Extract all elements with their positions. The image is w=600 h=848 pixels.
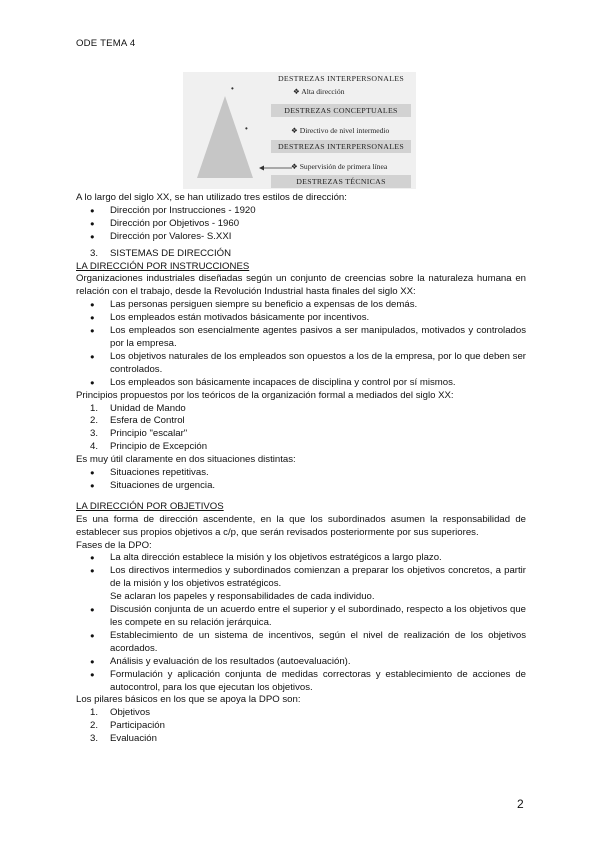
list-item: 2. Participación bbox=[90, 720, 165, 732]
para-objetivos: Es una forma de dirección ascendente, en la que los subordinados asumen la responsabilidad de establecer sus propios objetivos a c/p, que serán revisados posteriormente por sus superiores. bbox=[76, 513, 526, 538]
list-item: ● La alta dirección establece la misión y los objetivos estratégicos a largo plazo. bbox=[76, 552, 526, 565]
list-item: 1. Objetivos bbox=[90, 707, 150, 719]
arrow-icon bbox=[259, 165, 293, 171]
styles-list bbox=[76, 205, 526, 244]
band-conceptuales: DESTREZAS CONCEPTUALES bbox=[271, 104, 411, 117]
page-number: 2 bbox=[517, 797, 524, 811]
management-skills-figure bbox=[183, 72, 416, 189]
list-item: ● Establecimiento de un sistema de incentivos, según el nivel de realización de los objetivos acordados. bbox=[76, 630, 526, 656]
band-interpersonal-top: DESTREZAS INTERPERSONALES bbox=[271, 72, 411, 85]
list-item: 1. Unidad de Mando bbox=[90, 402, 186, 414]
list-item: 4. Principio de Excepción bbox=[90, 441, 208, 453]
list-item: 3. Evaluación bbox=[90, 733, 157, 745]
section-title: SISTEMAS DE DIRECCIÓN bbox=[110, 247, 232, 259]
heading-instrucciones: LA DIRECCIÓN POR INSTRUCCIONES bbox=[76, 260, 250, 272]
level-marker: • bbox=[231, 84, 234, 93]
section-number: 3. bbox=[90, 247, 99, 259]
list-item: ● Situaciones de urgencia. bbox=[76, 480, 526, 493]
list-item: 2. Esfera de Control bbox=[90, 415, 185, 427]
list-item: ● Discusión conjunta de un acuerdo entre el superior y el subordinado, respecto a los objetivos que les compete en su relación jerárquica. bbox=[76, 604, 526, 630]
pillars-intro: Los pilares básicos en los que se apoya la DPO son: bbox=[76, 694, 301, 706]
intro-text: A lo largo del siglo XX, se han utilizado tres estilos de dirección: bbox=[76, 192, 347, 203]
phases-list bbox=[76, 552, 526, 694]
label-supervision: ❖ Supervisión de primera línea bbox=[291, 162, 388, 171]
useful-list bbox=[76, 467, 526, 493]
list-item: ● Análisis y evaluación de los resultados (autoevaluación). bbox=[76, 656, 526, 669]
list-item: ● Los objetivos naturales de los empleados son opuestos a los de la empresa, por lo que deben ser controlados. bbox=[76, 351, 526, 377]
list-item: 3. Principio "escalar" bbox=[90, 428, 188, 440]
phases-intro: Fases de la DPO: bbox=[76, 539, 152, 551]
list-item: ● Los empleados son básicamente incapaces de disciplina y control por sí mismos. bbox=[76, 377, 526, 390]
pillars-list bbox=[76, 707, 526, 746]
level-marker: • bbox=[245, 124, 248, 133]
document-body bbox=[76, 192, 526, 746]
list-item: ● Los directivos intermedios y subordinados comienzan a preparar los objetivos concretos, a partir de la misión y los objetivos estratégicos. Se aclaran los papeles y responsabilidades de cada individuo. bbox=[76, 565, 526, 604]
pyramid-shape bbox=[195, 92, 255, 182]
list-item: ● Dirección por Instrucciones - 1920 bbox=[76, 205, 526, 218]
list-item: ● Las personas persiguen siempre su beneficio a expensas de los demás. bbox=[76, 299, 526, 312]
useful-intro: Es muy útil claramente en dos situaciones distintas: bbox=[76, 454, 296, 466]
page-header: ODE TEMA 4 bbox=[76, 38, 136, 49]
list-item: ● Dirección por Objetivos - 1960 bbox=[76, 218, 526, 231]
list-item: ● Los empleados son esencialmente agentes pasivos a ser manipulados, motivados y controlados por la empresa. bbox=[76, 325, 526, 351]
para-instrucciones: Organizaciones industriales diseñadas según un conjunto de creencias sobre la naturaleza humana en relación con el trabajo, desde la Revolución Industrial hasta finales del siglo XX: bbox=[76, 273, 526, 298]
label-directivo-intermedio: ❖ Directivo de nivel intermedio bbox=[291, 126, 390, 135]
list-item: ● Los empleados están motivados básicamente por incentivos. bbox=[76, 312, 526, 325]
beliefs-list bbox=[76, 299, 526, 389]
principles-intro: Principios propuestos por los teóricos de la organización formal a mediados del siglo XX: bbox=[76, 389, 454, 401]
band-tecnicas: DESTREZAS TÉCNICAS bbox=[271, 175, 411, 188]
label-alta-direccion: ❖ Alta dirección bbox=[293, 87, 345, 96]
principles-list bbox=[76, 403, 526, 455]
heading-objetivos: LA DIRECCIÓN POR OBJETIVOS bbox=[76, 500, 224, 512]
band-interpersonales: DESTREZAS INTERPERSONALES bbox=[271, 140, 411, 153]
list-item: ● Dirección por Valores- S.XXI bbox=[76, 231, 526, 244]
section-heading bbox=[76, 248, 526, 261]
phase-note: Se aclaran los papeles y responsabilidades de cada individuo. bbox=[110, 591, 375, 603]
list-item: ● Situaciones repetitivas. bbox=[76, 467, 526, 480]
list-item: ● Formulación y aplicación conjunta de medidas correctoras y establecimiento de acciones de autocontrol, para los que ejecutan los objetivos. bbox=[76, 669, 526, 695]
